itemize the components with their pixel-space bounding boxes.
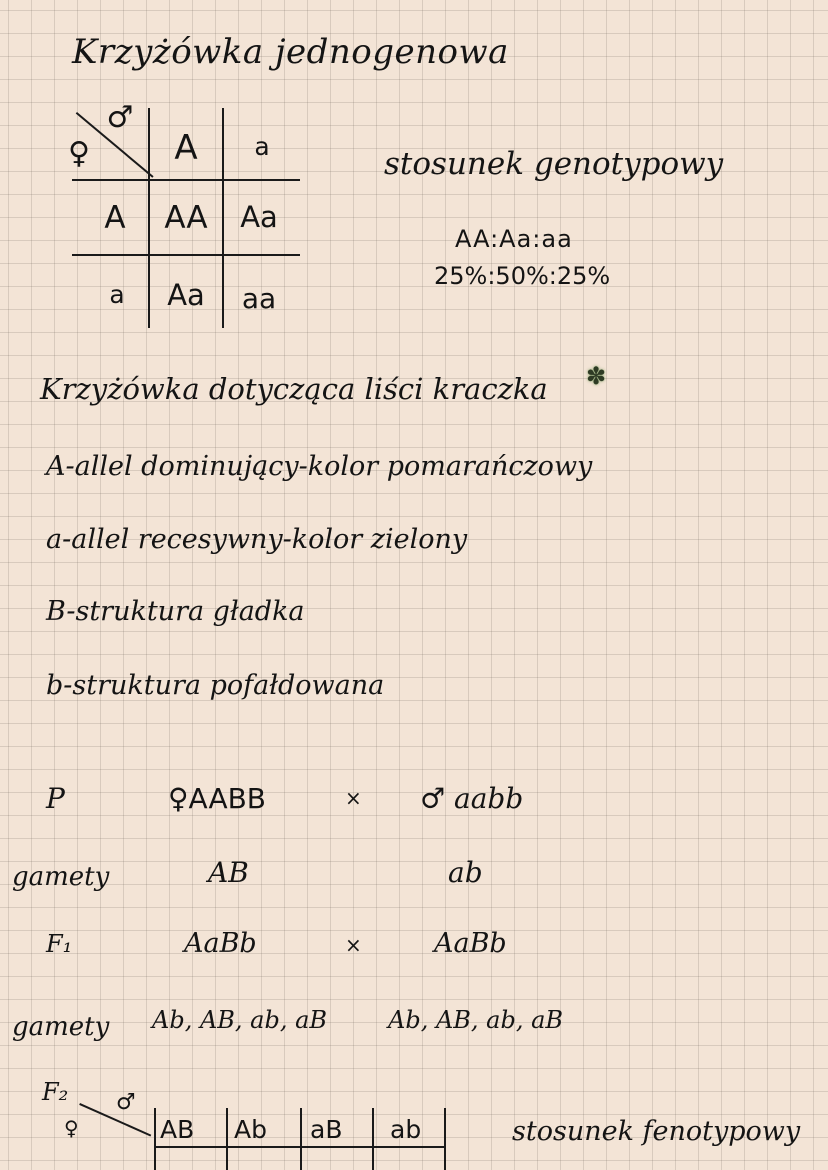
- f2-male-symbol: ♂: [116, 1090, 136, 1115]
- f2-label: F₂: [42, 1078, 69, 1106]
- allele-a-line: a-allel recesywny-kolor zielony: [46, 524, 468, 555]
- cell-aa: aa: [241, 282, 277, 315]
- cell-Aa-top: Aa: [240, 200, 278, 234]
- parental-male: ♂ aabb: [420, 782, 524, 815]
- male-symbol: ♂: [106, 100, 134, 135]
- gametes-p-label: gamety: [12, 862, 110, 892]
- f2-female-symbol: ♀: [64, 1116, 79, 1140]
- gametes-p-left: AB: [208, 856, 249, 889]
- f1-left: AaBb: [184, 928, 257, 959]
- parental-cross-sign: ×: [345, 786, 362, 810]
- gametes-f1-label: gamety: [12, 1012, 110, 1042]
- section-title-monohybrid: Krzyżówka jednogenowa: [72, 32, 509, 72]
- f1-right: AaBb: [434, 928, 507, 959]
- f2-hline-1: [154, 1146, 446, 1148]
- female-symbol: ♀: [68, 136, 90, 171]
- allele-A-line: A-allel dominujący-kolor pomarańczowy: [46, 451, 593, 482]
- f2-header-ab: ab: [390, 1115, 422, 1144]
- gametes-f1-right: Ab, AB, ab, aB: [388, 1006, 564, 1034]
- section-title-dihybrid: Krzyżówka dotycząca liści kraczka: [40, 372, 548, 406]
- cell-Aa-bottom: Aa: [167, 278, 205, 312]
- f2-header-aB: aB: [310, 1115, 343, 1144]
- cell-AA: AA: [164, 200, 208, 236]
- punnett-hline-2: [72, 254, 300, 256]
- allele-B-line: B-struktura gładka: [46, 596, 305, 627]
- f2-vline-1: [154, 1108, 156, 1170]
- f2-vline-3: [300, 1108, 302, 1170]
- f2-vline-2: [226, 1108, 228, 1170]
- genotype-ratio-genotypes: AA:Aa:aa: [455, 225, 573, 253]
- gametes-p-right: ab: [448, 856, 483, 889]
- punnett-hline-1: [72, 179, 300, 181]
- genotype-ratio-percents: 25%:50%:25%: [434, 262, 611, 290]
- f1-label: F₁: [46, 930, 73, 958]
- row-header-A: A: [104, 200, 126, 236]
- parental-label: P: [46, 782, 65, 815]
- parental-female: ♀AABB: [168, 782, 267, 815]
- f1-cross-sign: ×: [345, 933, 362, 957]
- genotype-ratio-label: stosunek genotypowy: [384, 146, 724, 182]
- f2-vline-4: [372, 1108, 374, 1170]
- f2-header-Ab: Ab: [234, 1115, 267, 1144]
- col-header-A: A: [174, 128, 198, 168]
- col-header-a: a: [254, 132, 270, 161]
- row-header-a: a: [109, 280, 125, 309]
- phenotype-ratio-label: stosunek fenotypowy: [512, 1116, 801, 1147]
- gametes-f1-left: Ab, AB, ab, aB: [152, 1006, 328, 1034]
- f2-header-AB: AB: [160, 1115, 195, 1144]
- allele-b-line: b-struktura pofałdowana: [46, 670, 385, 701]
- f2-vline-5: [444, 1108, 446, 1170]
- flower-icon: ✽: [586, 362, 607, 390]
